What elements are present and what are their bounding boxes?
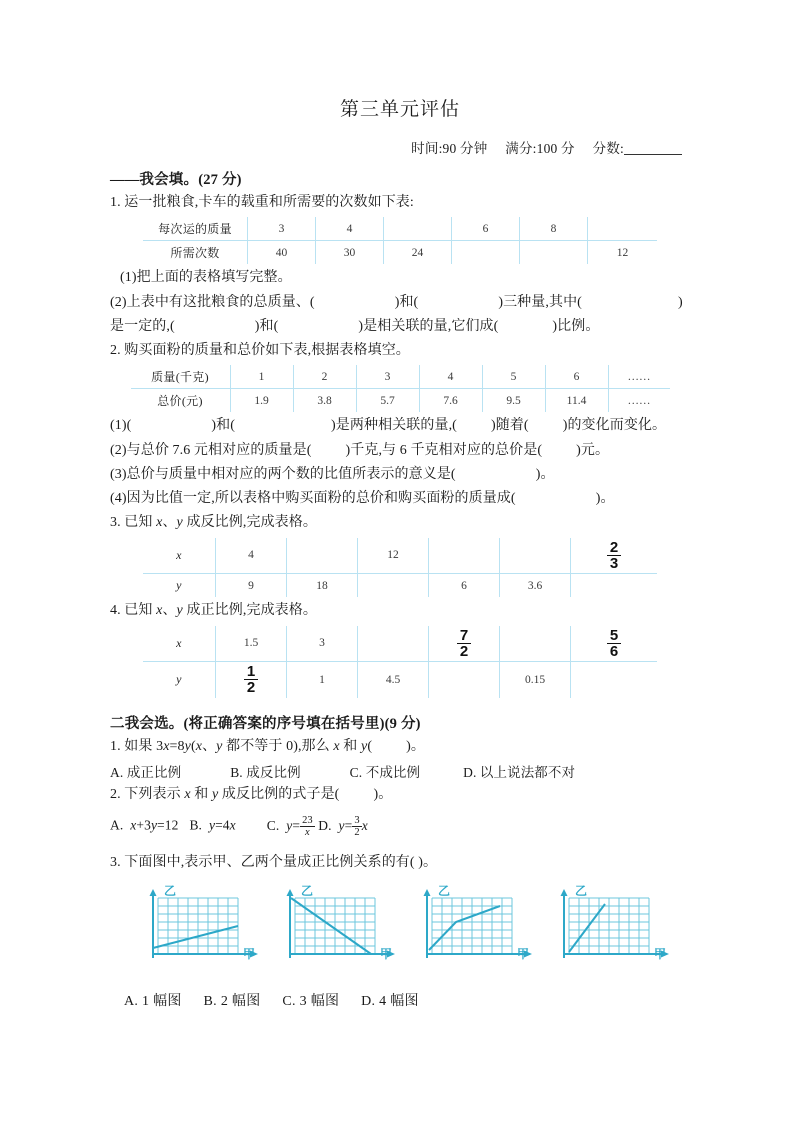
q3-r1-c5[interactable] bbox=[500, 538, 571, 574]
q1-sub2-c: )三种量,其中( bbox=[498, 294, 582, 310]
q2-r2-c5: 9.5 bbox=[482, 389, 545, 413]
q4-r1-c1[interactable]: 1.5 bbox=[216, 626, 287, 662]
graph-3-y-label: 乙 bbox=[438, 883, 451, 898]
option-c[interactable] bbox=[266, 815, 319, 839]
option-b-key: B. bbox=[203, 993, 217, 1009]
s2-q1-eq: =8 bbox=[169, 738, 185, 754]
time-label: 时间:90 分钟 bbox=[411, 141, 488, 156]
fraction-numerator: 3 bbox=[354, 815, 360, 827]
q4-r1-c2[interactable]: 3 bbox=[287, 626, 358, 662]
fraction-denominator: 3 bbox=[609, 554, 619, 572]
table-row bbox=[143, 241, 657, 265]
q4-var-x: x bbox=[156, 603, 163, 619]
q2-sub1-b: )和( bbox=[211, 418, 236, 434]
fraction-five-sixths bbox=[607, 628, 621, 660]
graph-3 bbox=[412, 883, 535, 974]
option-a-plus: +3 bbox=[136, 817, 151, 833]
q4-r2-c3[interactable]: 4.5 bbox=[358, 662, 429, 698]
fraction-numerator: 1 bbox=[244, 664, 258, 680]
option-a-text: 成正比例 bbox=[126, 764, 182, 780]
q2-sub2-b: )千克,与 6 千克相对应的总价是( bbox=[345, 442, 543, 458]
option-d-y: y bbox=[338, 817, 345, 833]
q2-r2-c7: …… bbox=[608, 389, 670, 413]
q2-sub3-b: )。 bbox=[535, 466, 555, 482]
s2-q3-stem: 3. 下面图中,表示甲、乙两个量成正比例关系的有( )。 bbox=[110, 855, 438, 871]
q3-var-x: x bbox=[156, 515, 163, 531]
q1-r1-c5[interactable]: 8 bbox=[520, 217, 588, 241]
y-axis-arrow bbox=[287, 889, 294, 896]
q2-sub4-b: )。 bbox=[595, 491, 615, 507]
q2-r2-c3: 5.7 bbox=[356, 389, 419, 413]
option-a-val: =12 bbox=[157, 817, 179, 833]
q3-stem bbox=[110, 512, 690, 533]
option-d-eq: = bbox=[344, 817, 353, 833]
q2-r1-c2: 2 bbox=[293, 365, 356, 389]
data-line bbox=[429, 906, 500, 950]
q1-sub2-cont bbox=[110, 316, 690, 337]
page-title: 第三单元评估 bbox=[339, 99, 460, 120]
graph-2-y-label: 乙 bbox=[301, 883, 314, 898]
q3-row1-label: x bbox=[143, 538, 216, 574]
q1-sub2-f: )和( bbox=[254, 318, 279, 334]
option-d-text: 以上说法都不对 bbox=[479, 764, 576, 780]
s2-q1-y3: y bbox=[361, 738, 368, 754]
s2-q1-g: )。 bbox=[406, 738, 425, 754]
q3-row2-label: y bbox=[143, 574, 216, 598]
graph-4 bbox=[549, 883, 672, 974]
fraction-three-halves bbox=[352, 815, 361, 838]
q1-sub2-d: ) bbox=[677, 294, 683, 310]
fraction-denominator: 2 bbox=[354, 827, 360, 839]
q1-sub2-g: )是相关联的量,它们成( bbox=[358, 318, 499, 334]
s2-q1-options bbox=[110, 761, 690, 781]
q2-sub1-d: )随着( bbox=[490, 418, 529, 434]
s2-q1-stem bbox=[110, 736, 690, 757]
q4-stem-b: 、 bbox=[162, 603, 177, 619]
option-c-eq: = bbox=[292, 817, 301, 833]
fraction-seven-halves bbox=[457, 628, 471, 660]
q4-r2-c2[interactable]: 1 bbox=[287, 662, 358, 698]
s2-q2-stem bbox=[110, 784, 690, 805]
option-c[interactable] bbox=[350, 761, 420, 781]
option-d[interactable] bbox=[463, 761, 575, 781]
option-a-y: y bbox=[150, 817, 158, 833]
q2-stem: 2. 购买面粉的质量和总价如下表,根据表格填空。 bbox=[110, 343, 410, 359]
q4-stem-a: 4. 已知 bbox=[110, 603, 157, 619]
fraction-denominator: x bbox=[305, 827, 310, 839]
y-axis-arrow bbox=[561, 889, 568, 896]
q2-r1-c4: 4 bbox=[419, 365, 482, 389]
table-row bbox=[143, 538, 657, 574]
option-d-key: D. bbox=[361, 993, 376, 1009]
table-row bbox=[143, 662, 657, 698]
q2-sub1 bbox=[110, 415, 690, 436]
q3-r1-c4[interactable] bbox=[429, 538, 500, 574]
graph-2-x-label: 甲 bbox=[380, 946, 393, 961]
q1-row2-label: 所需次数 bbox=[143, 241, 248, 265]
graph-1 bbox=[138, 883, 261, 974]
q1-stem: 1. 运一批粮食,卡车的载重和所需要的次数如下表: bbox=[110, 195, 414, 210]
option-c-text: 3 幅图 bbox=[299, 993, 340, 1009]
fraction-one-half bbox=[244, 664, 258, 696]
option-c[interactable] bbox=[282, 990, 339, 1010]
q2-r1-c6: 6 bbox=[545, 365, 608, 389]
s2-q2-options bbox=[110, 815, 690, 838]
q3-var-y: y bbox=[176, 515, 183, 531]
option-d-key: D. bbox=[463, 764, 477, 780]
q2-r2-c1: 1.9 bbox=[230, 389, 293, 413]
table-row bbox=[143, 626, 657, 662]
q3-r2-c4[interactable]: 6 bbox=[429, 574, 500, 598]
graph-4-x-label: 甲 bbox=[654, 946, 667, 961]
q2-sub3 bbox=[110, 464, 690, 485]
q1-r1-c4[interactable]: 6 bbox=[452, 217, 520, 241]
q4-r1-c3[interactable] bbox=[358, 626, 429, 662]
option-b[interactable] bbox=[230, 761, 300, 781]
q1-sub1: (1)把上面的表格填写完整。 bbox=[120, 270, 292, 286]
q4-stem-c: 成正比例,完成表格。 bbox=[182, 603, 317, 619]
option-c-y: y bbox=[286, 817, 293, 833]
table-q3 bbox=[143, 538, 657, 598]
q4-r2-c6[interactable] bbox=[571, 662, 658, 698]
option-a[interactable] bbox=[110, 818, 182, 833]
section-two-heading: 二我会选。(将正确答案的序号填在括号里)(9 分) bbox=[110, 715, 421, 732]
q4-row2-label: y bbox=[143, 662, 216, 698]
worksheet-body bbox=[110, 80, 690, 1010]
q3-stem-a: 3. 已知 bbox=[110, 515, 157, 531]
data-line bbox=[153, 926, 238, 948]
q2-sub2-a: (2)与总价 7.6 元相对应的质量是( bbox=[110, 442, 312, 458]
option-d[interactable] bbox=[318, 815, 368, 839]
s2-q1-a: 1. 如果 3 bbox=[110, 738, 164, 754]
table-row bbox=[143, 574, 657, 598]
q3-r2-c2[interactable]: 18 bbox=[287, 574, 358, 598]
s2-q2-c: 成反比例的式子是( bbox=[218, 786, 340, 802]
option-a-text: 1 幅图 bbox=[142, 993, 182, 1009]
fraction-numerator: 2 bbox=[607, 540, 621, 556]
option-b-text: 成反比例 bbox=[246, 764, 301, 780]
q1-r2-c2[interactable]: 30 bbox=[316, 241, 384, 265]
s2-q1-c: 、 bbox=[202, 738, 217, 754]
q4-stem bbox=[110, 600, 690, 621]
graph-1-x-label: 甲 bbox=[243, 946, 256, 961]
q1-sub2-h: )比例。 bbox=[552, 318, 600, 334]
q2-sub2-c: )元。 bbox=[576, 442, 610, 458]
full-mark-label: 满分:100 分 bbox=[505, 141, 575, 156]
option-b-key: B. bbox=[189, 817, 203, 833]
q1-sub2-a: (2)上表中有这批粮食的总质量、( bbox=[110, 294, 315, 310]
s2-q2-a: 2. 下列表示 bbox=[110, 786, 185, 802]
option-a-key: A. bbox=[110, 817, 124, 833]
s2-q1-x3: x bbox=[333, 738, 340, 754]
q3-stem-b: 、 bbox=[162, 515, 177, 531]
q2-r2-c6: 11.4 bbox=[545, 389, 608, 413]
option-a-key: A. bbox=[124, 993, 139, 1009]
table-q1 bbox=[143, 217, 657, 264]
fraction-numerator: 7 bbox=[457, 628, 471, 644]
grid-lines bbox=[569, 898, 649, 954]
q2-sub4 bbox=[110, 488, 690, 509]
s2-q1-e: 和 bbox=[339, 738, 362, 754]
option-d-x: x bbox=[361, 817, 368, 833]
fraction-numerator: 5 bbox=[607, 628, 621, 644]
q2-r1-c5: 5 bbox=[482, 365, 545, 389]
q3-r2-c3[interactable] bbox=[358, 574, 429, 598]
graph-1-y-label: 乙 bbox=[164, 883, 177, 898]
q4-r2-c4[interactable] bbox=[429, 662, 500, 698]
s2-q1-b: ( bbox=[190, 738, 196, 754]
option-a-x: x bbox=[130, 817, 137, 833]
option-b[interactable] bbox=[204, 990, 261, 1010]
table-q4 bbox=[143, 626, 657, 698]
q2-r1-c7: …… bbox=[608, 365, 670, 389]
q2-r1-c1: 1 bbox=[230, 365, 293, 389]
q1-sub2-b: )和( bbox=[394, 294, 419, 310]
table-row bbox=[131, 389, 670, 413]
s2-q1-y2: y bbox=[216, 738, 223, 754]
q1-r1-c2[interactable]: 4 bbox=[316, 217, 384, 241]
fraction-two-thirds bbox=[607, 540, 621, 572]
option-a-key: A. bbox=[110, 764, 124, 780]
fraction-denominator: 2 bbox=[459, 642, 469, 660]
q2-sub4-a: (4)因为比值一定,所以表格中购买面粉的总价和购买面粉的质量成( bbox=[110, 491, 516, 507]
s2-q3-options bbox=[110, 990, 690, 1010]
q3-stem-c: 成反比例,完成表格。 bbox=[182, 515, 317, 531]
table-row bbox=[143, 217, 657, 241]
grid-lines bbox=[295, 898, 375, 954]
data-line bbox=[569, 904, 605, 952]
q1-r2-c6[interactable]: 12 bbox=[588, 241, 658, 265]
q1-r2-c4[interactable] bbox=[452, 241, 520, 265]
q2-row2-label: 总价(元) bbox=[131, 389, 231, 413]
table-row bbox=[131, 365, 670, 389]
s2-q2-x: x bbox=[184, 786, 191, 802]
fraction-denominator: 2 bbox=[246, 679, 256, 697]
q4-r2-c1[interactable] bbox=[216, 662, 287, 698]
s2-q1-y1: y bbox=[184, 738, 191, 754]
q1-r2-c5[interactable] bbox=[520, 241, 588, 265]
q2-sub2 bbox=[110, 440, 690, 461]
q2-sub1-e: )的变化而变化。 bbox=[562, 418, 667, 434]
q2-row1-label: 质量(千克) bbox=[131, 365, 231, 389]
option-b-x: x bbox=[229, 817, 236, 833]
q4-var-y: y bbox=[176, 603, 183, 619]
q1-sub2-e: 是一定的,( bbox=[110, 318, 175, 334]
proportion-graphs bbox=[110, 883, 690, 974]
option-a[interactable] bbox=[110, 761, 181, 781]
y-axis-arrow bbox=[150, 889, 157, 896]
q1-row1-label: 每次运的质量 bbox=[143, 217, 248, 241]
q2-sub1-a: (1)( bbox=[110, 418, 132, 434]
s2-q2-d: )。 bbox=[373, 786, 393, 802]
s2-q2-b: 和 bbox=[190, 786, 212, 802]
option-c-key: C. bbox=[282, 993, 296, 1009]
q1-r2-c1[interactable]: 40 bbox=[248, 241, 316, 265]
option-a[interactable] bbox=[124, 990, 182, 1010]
q3-r1-c1[interactable]: 4 bbox=[216, 538, 287, 574]
fraction-denominator: 6 bbox=[609, 642, 619, 660]
q4-r1-c5[interactable] bbox=[500, 626, 571, 662]
q2-r2-c4: 7.6 bbox=[419, 389, 482, 413]
graph-2 bbox=[275, 883, 398, 974]
grid-lines bbox=[158, 898, 238, 954]
option-b-key: B. bbox=[230, 764, 243, 780]
option-d[interactable] bbox=[361, 990, 419, 1010]
option-b-y: y bbox=[208, 817, 216, 833]
q2-sub1-c: )是两种相关联的量,( bbox=[331, 418, 457, 434]
s2-q1-f: ( bbox=[367, 738, 373, 754]
q3-r2-c6[interactable] bbox=[571, 574, 658, 598]
s2-q1-x2: x bbox=[195, 738, 203, 754]
q3-r2-c5[interactable]: 3.6 bbox=[500, 574, 571, 598]
option-d-text: 4 幅图 bbox=[379, 993, 419, 1009]
q2-sub3-a: (3)总价与质量中相对应的两个数的比值所表示的意义是( bbox=[110, 466, 456, 482]
q2-r2-c2: 3.8 bbox=[293, 389, 356, 413]
q4-r2-c5[interactable]: 0.15 bbox=[500, 662, 571, 698]
exam-meta bbox=[110, 137, 690, 157]
option-d-key: D. bbox=[318, 817, 332, 833]
graph-4-y-label: 乙 bbox=[575, 883, 588, 898]
q1-r1-c3[interactable] bbox=[384, 217, 452, 241]
y-axis-arrow bbox=[424, 889, 431, 896]
section-one-heading: ——我会填。(27 分) bbox=[110, 172, 242, 188]
q1-r1-c1[interactable]: 3 bbox=[248, 217, 316, 241]
q4-r1-c4[interactable] bbox=[429, 626, 500, 662]
s2-q1-x1: x bbox=[163, 738, 170, 754]
fraction-numerator: 23 bbox=[302, 815, 313, 827]
q3-r1-c3[interactable]: 12 bbox=[358, 538, 429, 574]
s2-q2-y: y bbox=[211, 786, 219, 802]
table-q2 bbox=[131, 365, 670, 412]
option-b[interactable] bbox=[189, 818, 239, 833]
q4-r1-c6[interactable] bbox=[571, 626, 658, 662]
fraction-23-over-x bbox=[300, 815, 315, 838]
s2-q1-d: 都不等于 0),那么 bbox=[222, 738, 334, 754]
score-label: 分数: bbox=[592, 141, 624, 156]
graph-3-x-label: 甲 bbox=[517, 946, 530, 961]
q3-r2-c1[interactable]: 9 bbox=[216, 574, 287, 598]
q3-r1-c2[interactable] bbox=[287, 538, 358, 574]
q3-r1-c6[interactable] bbox=[571, 538, 658, 574]
option-b-text: 2 幅图 bbox=[220, 993, 261, 1009]
option-b-eq: =4 bbox=[215, 817, 230, 833]
q1-r2-c3[interactable]: 24 bbox=[384, 241, 452, 265]
option-c-text: 不成比例 bbox=[365, 764, 421, 780]
option-c-key: C. bbox=[349, 764, 363, 780]
q1-sub2 bbox=[110, 292, 690, 313]
option-c-key: C. bbox=[266, 817, 280, 833]
q2-r1-c3: 3 bbox=[356, 365, 419, 389]
q4-row1-label: x bbox=[143, 626, 216, 662]
q1-r1-c6[interactable] bbox=[588, 217, 658, 241]
score-blank[interactable] bbox=[624, 154, 682, 155]
